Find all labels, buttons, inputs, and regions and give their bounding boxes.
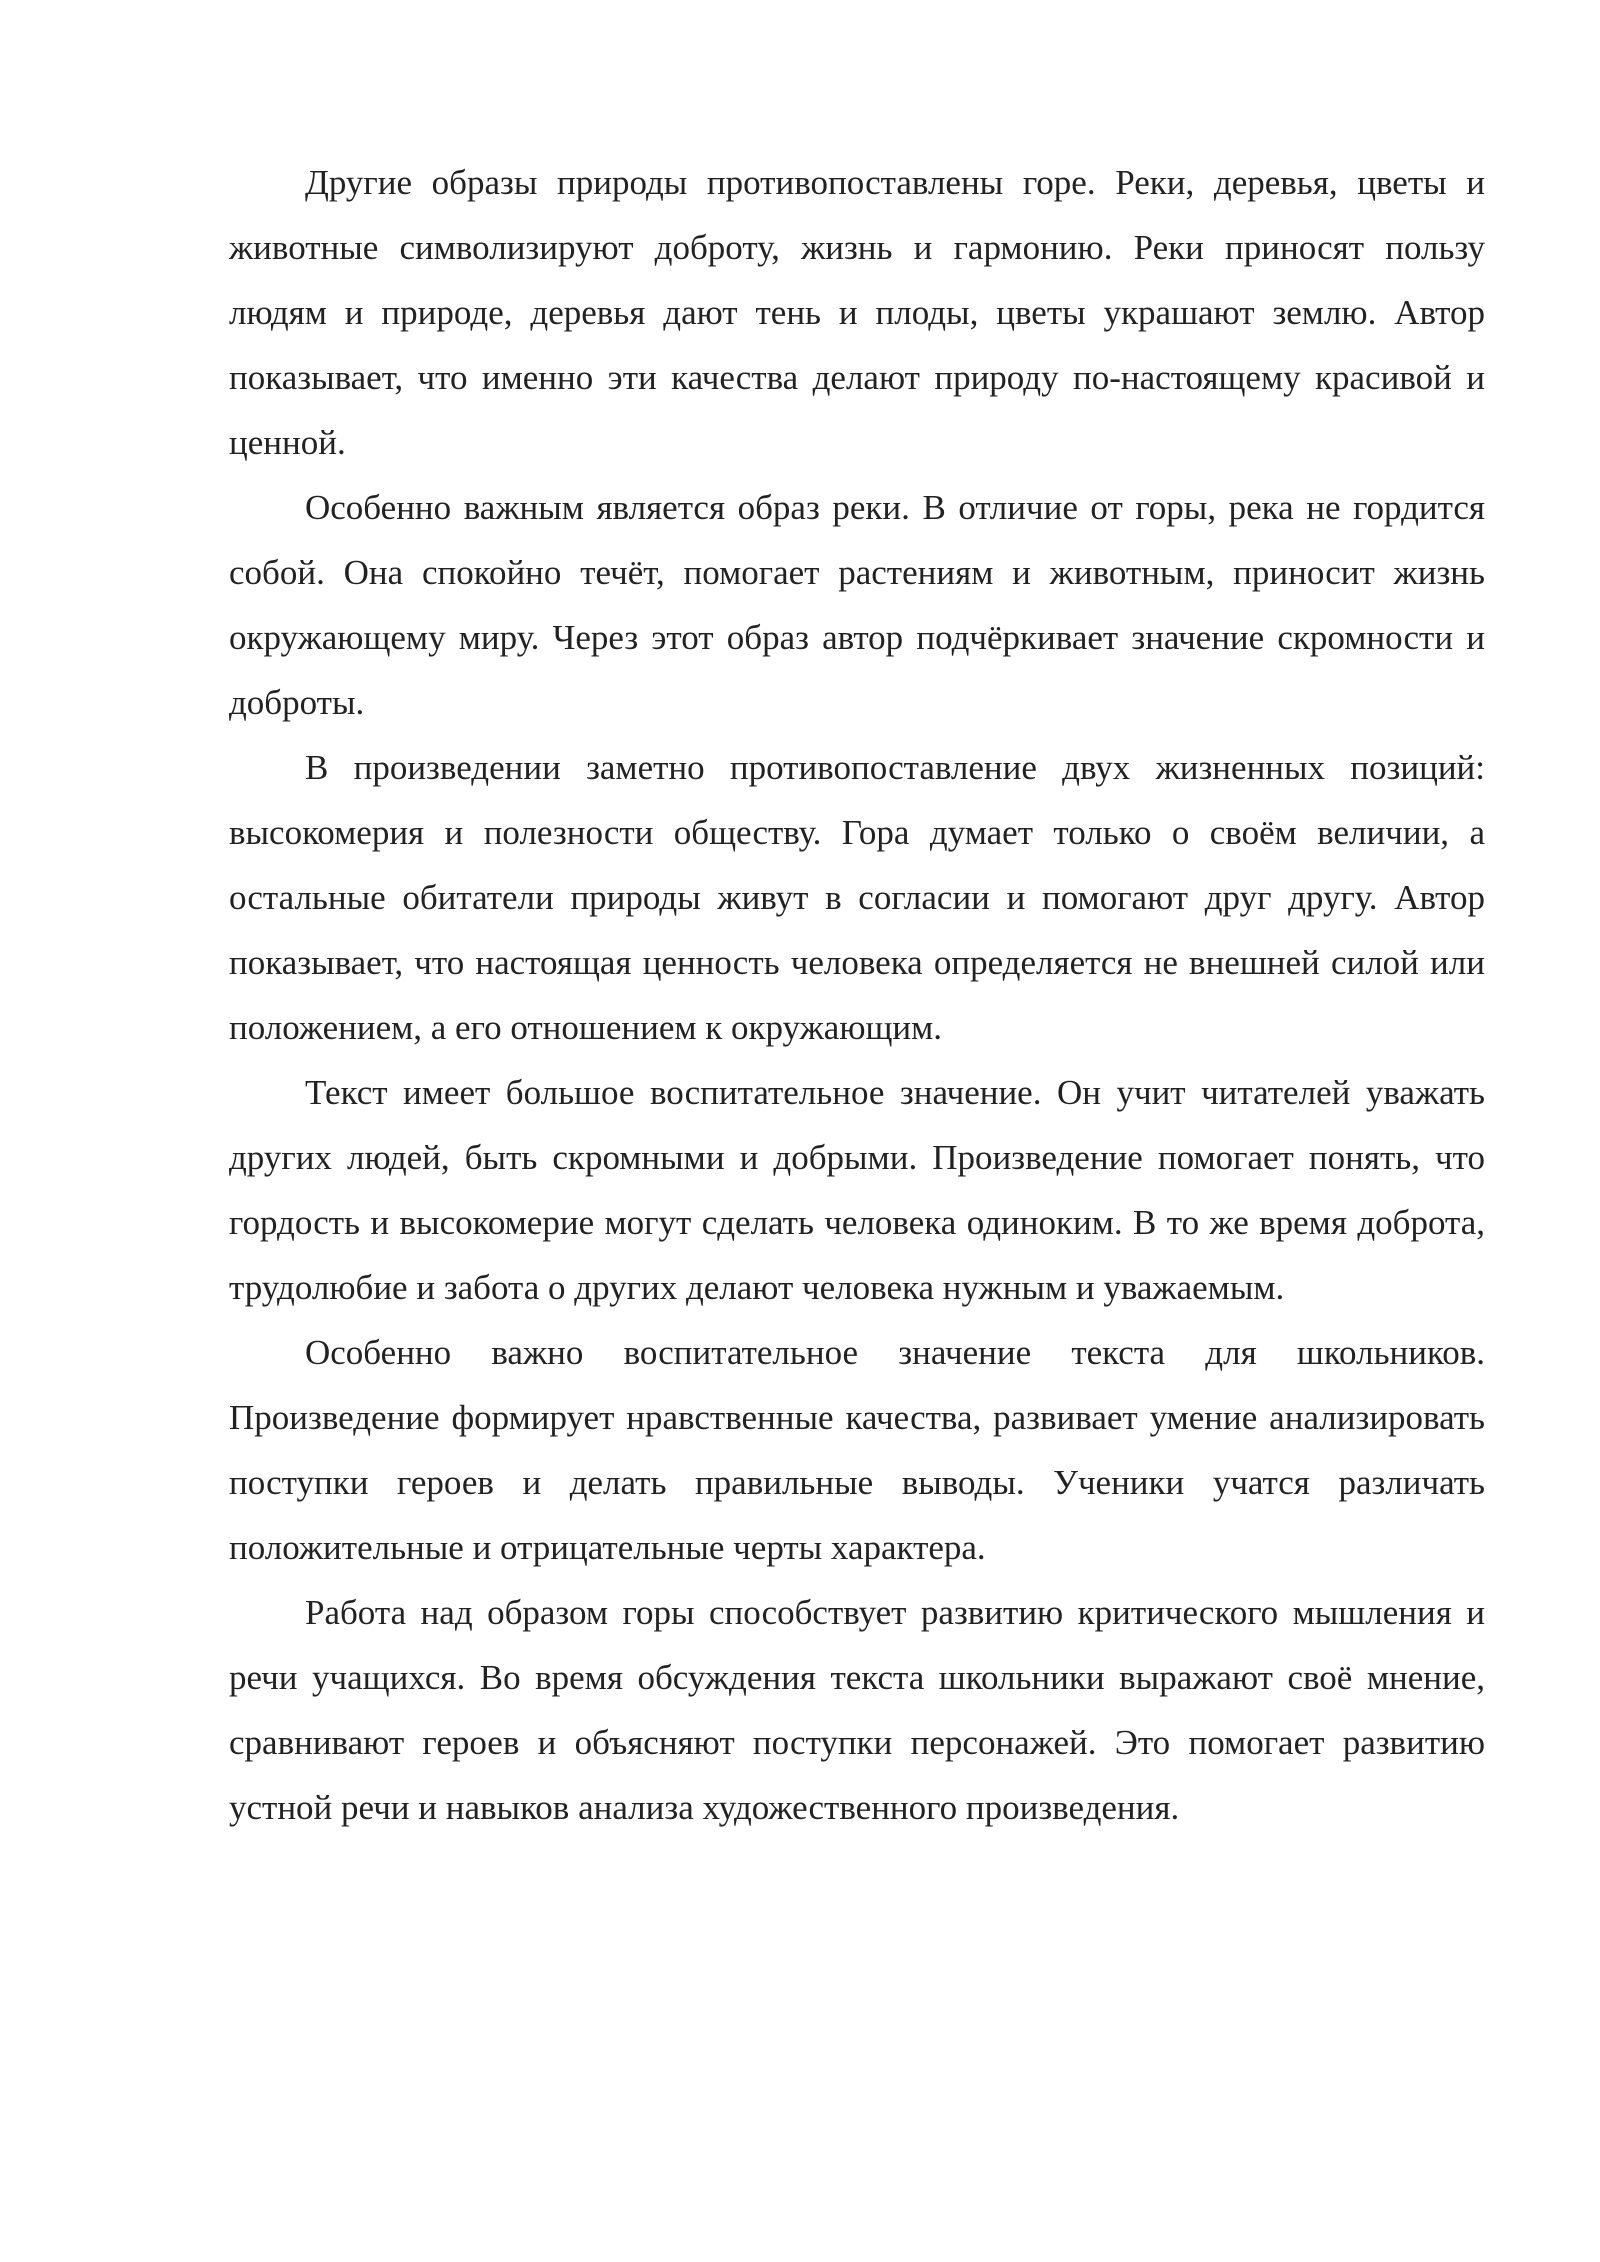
paragraph: Текст имеет большое воспитательное значение. Он учит читателей уважать других людей, быть скромными и добрыми. Произведение помогает понять, что гордость и высокомерие могут сделать человека одиноким. В то же время доброта, трудолюбие и забота о других делают человека нужным и уважаемым. (229, 1073, 1485, 1307)
document-body (229, 150, 1485, 1840)
paragraph: Работа над образом горы способствует развитию критического мышления и речи учащихся. Во время обсуждения текста школьники выражают своё мнение, сравнивают героев и объясняют поступки персонажей. Это помогает развитию устной речи и навыков анализа художественного произведения. (229, 1593, 1485, 1827)
paragraph: Другие образы природы противопоставлены горе. Реки, деревья, цветы и животные символизируют доброту, жизнь и гармонию. Реки приносят пользу людям и природе, деревья дают тень и плоды, цветы украшают землю. Автор показывает, что именно эти качества делают природу по-настоящему красивой и ценной. (229, 163, 1485, 462)
paragraph: Особенно важным является образ реки. В отличие от горы, река не гордится собой. Она спокойно течёт, помогает растениям и животным, приносит жизнь окружающему миру. Через этот образ автор подчёркивает значение скромности и доброты. (229, 488, 1485, 722)
paragraph: Особенно важно воспитательное значение текста для школьников. Произведение формирует нравственные качества, развивает умение анализировать поступки героев и делать правильные выводы. Ученики учатся различать положительные и отрицательные черты характера. (229, 1333, 1485, 1567)
paragraph: В произведении заметно противопоставление двух жизненных позиций: высокомерия и полезности обществу. Гора думает только о своём величии, а остальные обитатели природы живут в согласии и помогают друг другу. Автор показывает, что настоящая ценность человека определяется не внешней силой или положением, а его отношением к окружающим. (229, 748, 1485, 1047)
